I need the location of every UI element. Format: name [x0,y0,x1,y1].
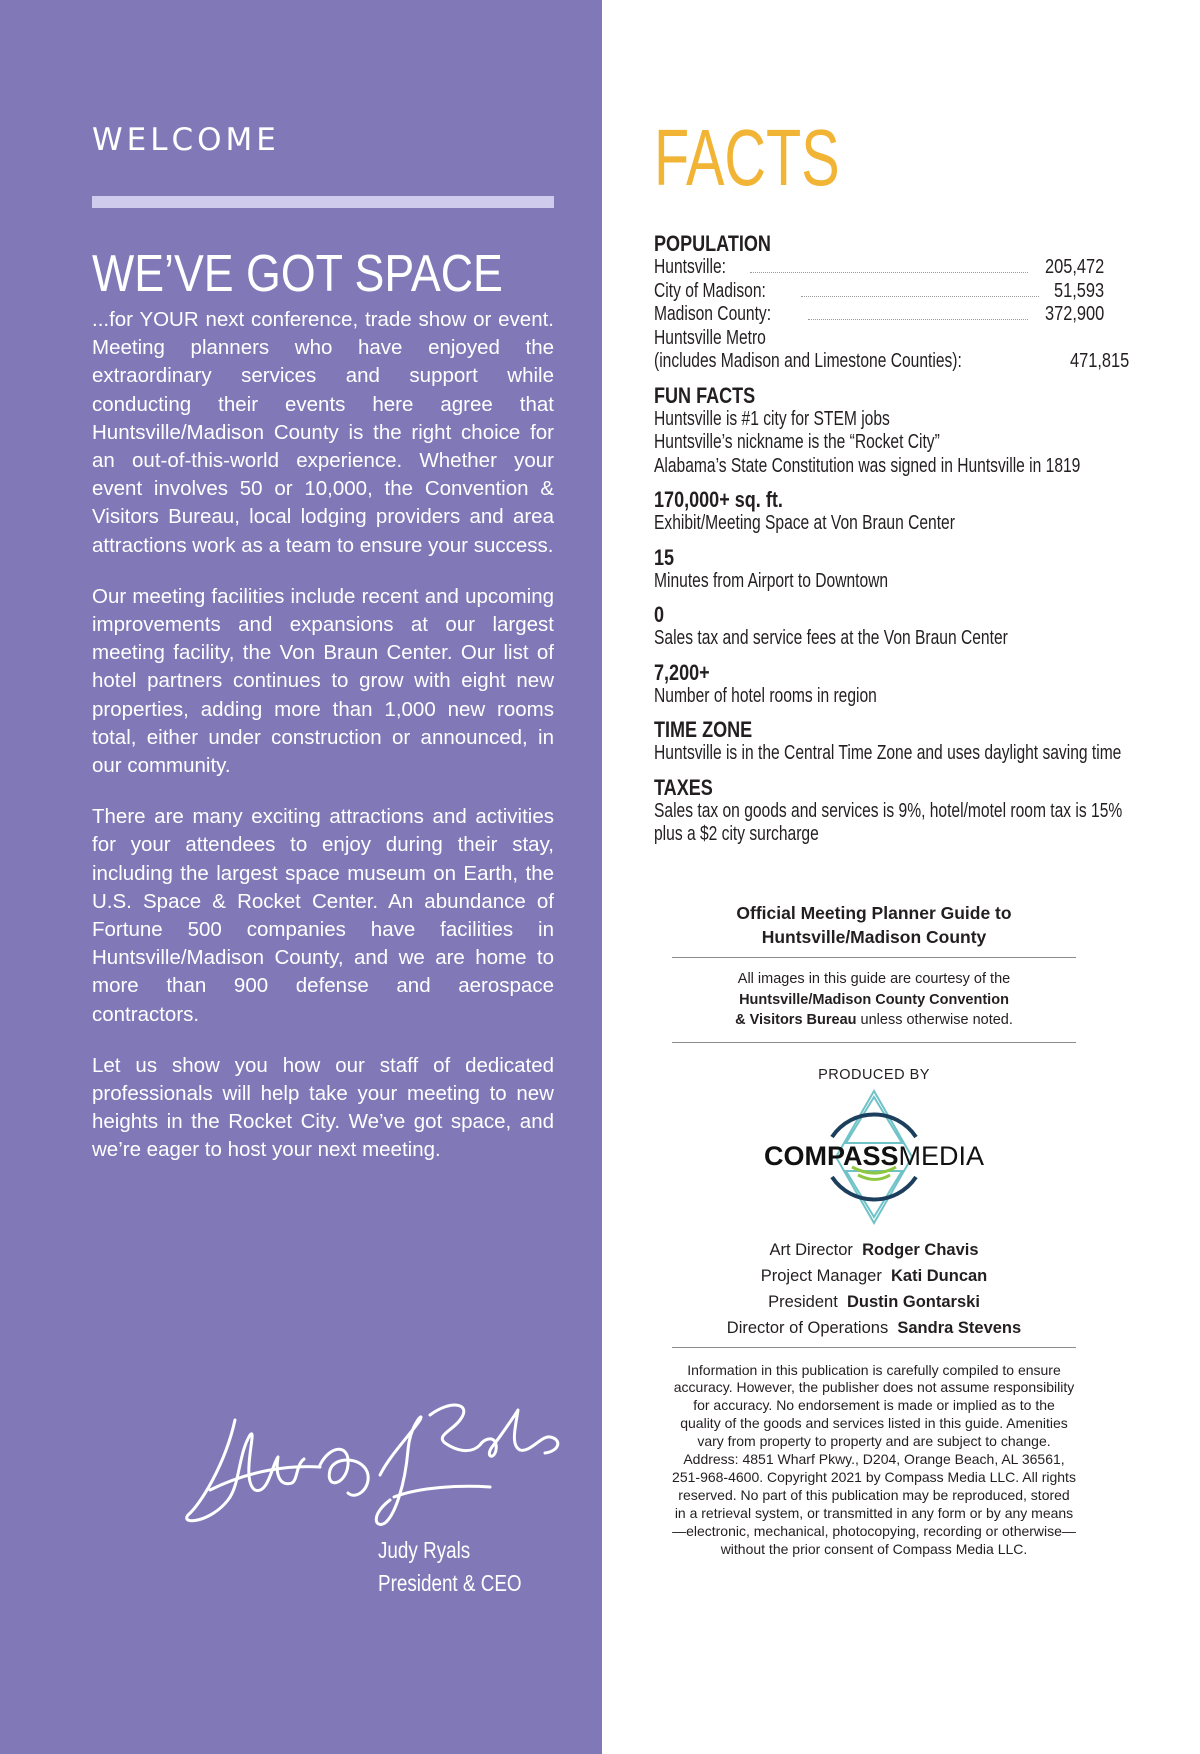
staff-row [672,1315,1076,1341]
population-label: Huntsville: [654,256,726,278]
logo-text-bold: COMPASS [763,1140,899,1171]
fact-heading: 7,200+ [654,659,710,685]
population-row [654,350,1129,374]
paragraph: There are many exciting attractions and activities for your attendees to enjoy during their stay, including the largest space museum on Earth, the U.S. Space & Rocket Center. An abundance of Fortune 500 companies have facilities in Huntsville/Madison County, and we are home to more than 900 defense and aerospace contractors. [92,805,554,1026]
fact-item [654,546,1104,594]
population-row [654,256,1104,280]
guide-title-line: Huntsville/Madison County [761,926,987,947]
fact-heading: 0 [654,602,665,627]
population-label: Madison County: [654,303,772,325]
signer-name: Judy Ryals [378,1537,471,1563]
fact-item [654,488,1104,536]
fact-line: Number of hotel rooms in region [654,684,877,707]
population-section [654,231,1129,374]
metro-label: Huntsville Metro [654,326,766,349]
fact-line: Sales tax on goods and services is 9%, hotel/motel room tax is 15% [654,799,1123,822]
staff-role: Director of Operations [726,1318,889,1337]
fact-heading: TAXES [654,774,713,800]
fact-item [654,603,1104,651]
staff-row [672,1237,1076,1263]
staff-name: Sandra Stevens [897,1318,1022,1337]
population-row [654,303,1104,327]
paragraph: ...for YOUR next conference, trade show or event. Meeting planners who have enjoyed the extraordinary services and support while conducting their events here agree that Huntsville/Madison County is the right choice for an out-of-this-world experience. Whether your event involves 50 or 10,000, the Convention & Visitors Bureau, local lodging providers and area attractions work as a team to ensure your success. [92,308,554,557]
fact-line: Huntsville is #1 city for STEM jobs [654,407,890,430]
divider [672,1347,1076,1348]
guide-title-line: Official Meeting Planner Guide to [736,903,1012,923]
logo-text-light: MEDIA [898,1140,985,1171]
population-label: City of Madison: [654,279,766,302]
staff-row [672,1289,1076,1315]
paragraph: Let us show you how our staff of dedicated professionals will help take your meeting to new heights in the Rocket City. We’ve got space, and we’re eager to host your next meeting. [92,1053,554,1162]
compass-media-logo [672,1087,1076,1227]
staff-name: Dustin Gontarski [846,1292,980,1311]
staff-name: Kati Duncan [890,1266,988,1285]
fact-line: Sales tax and service fees at the Von Braun Center [654,627,1008,649]
fact-line: Huntsville is in the Central Time Zone and uses daylight saving time [654,742,1122,764]
staff-list [672,1237,1076,1341]
fact-line: Exhibit/Meeting Space at Von Braun Center [654,512,955,534]
divider [672,957,1076,958]
courtesy-line: All images in this guide are courtesy of the [737,971,1011,987]
courtesy-org: Huntsville/Madison County Convention [739,991,1009,1008]
dot-leader [801,282,1038,297]
fact-heading: 15 [654,544,675,570]
courtesy-line: unless otherwise noted. [860,1012,1013,1028]
staff-row [672,1263,1076,1289]
guide-title [672,902,1076,949]
welcome-letter [92,306,554,1188]
fun-facts-heading: FUN FACTS [654,382,756,408]
legal-disclaimer: Information in this publication is carefully compiled to ensure accuracy. However, the publisher does not assume responsibility for accuracy. No endorsement is made or implied as to the quality of the goods and services listed in this guide. Amenities vary from property to property and are subject to change. Address: 4851 Wharf Pkwy., D204, Orange Beach, AL 36561, 251-968-4600. Copyright 2021 by Compass Media LLC. All rights reserved. No part of this publication may be reproduced, stored in a retrieval system, or transmitted in any form or by any means—electronic, mechanical, photocopying, recording or otherwise—without the prior consent of Compass Media LLC. [672,1361,1076,1557]
dot-leader [750,258,1027,273]
divider [672,1042,1076,1043]
facts-list [654,231,1129,857]
population-heading: POPULATION [654,231,771,256]
produced-by-label: PRODUCED BY [818,1066,930,1083]
page-title: WE’VE GOT SPACE [92,245,503,303]
staff-role: Art Director [769,1240,853,1259]
facts-title: FACTS [654,113,840,202]
fact-line: Alabama’s State Constitution was signed in Huntsville in 1819 [654,454,1081,477]
staff-role: Project Manager [760,1266,882,1285]
population-value: 372,900 [1044,303,1104,325]
signature-image [180,1395,570,1530]
paragraph: Our meeting facilities include recent and upcoming improvements and expansions at our largest meeting facility, the Von Braun Center. Our list of hotel partners continues to grow with eight new properties, adding more than 1,000 new rooms total, either under construction or announced, in our community. [92,584,554,778]
courtesy-org: & Visitors Bureau [735,1012,857,1028]
population-label: (includes Madison and Limestone Counties): [654,350,962,372]
fact-item [654,774,1123,847]
signer-title: President & CEO [378,1570,522,1596]
svg-text:COMPASSMEDIA [764,1141,984,1171]
population-value: 205,472 [1044,256,1104,278]
fact-line: Minutes from Airport to Downtown [654,569,889,592]
dot-leader [808,305,1028,320]
fact-line: Huntsville’s nickname is the “Rocket City” [654,431,940,453]
population-row [654,280,1104,304]
fact-heading: TIME ZONE [654,717,753,742]
staff-name: Rodger Chavis [862,1240,979,1259]
population-value: 51,593 [1053,279,1104,302]
section-divider [92,196,554,208]
credits-block [672,902,1076,1558]
fact-heading: 170,000+ sq. ft. [654,487,783,512]
population-value: 471,815 [1069,350,1129,372]
staff-role: President [768,1292,838,1311]
signer-block [378,1534,522,1600]
fact-line: plus a $2 city surcharge [654,823,819,845]
fact-item [654,717,1122,766]
section-label: WELCOME [92,122,280,158]
fun-facts-section [654,384,1104,479]
fact-item [654,661,1104,709]
image-courtesy [672,969,1076,1031]
